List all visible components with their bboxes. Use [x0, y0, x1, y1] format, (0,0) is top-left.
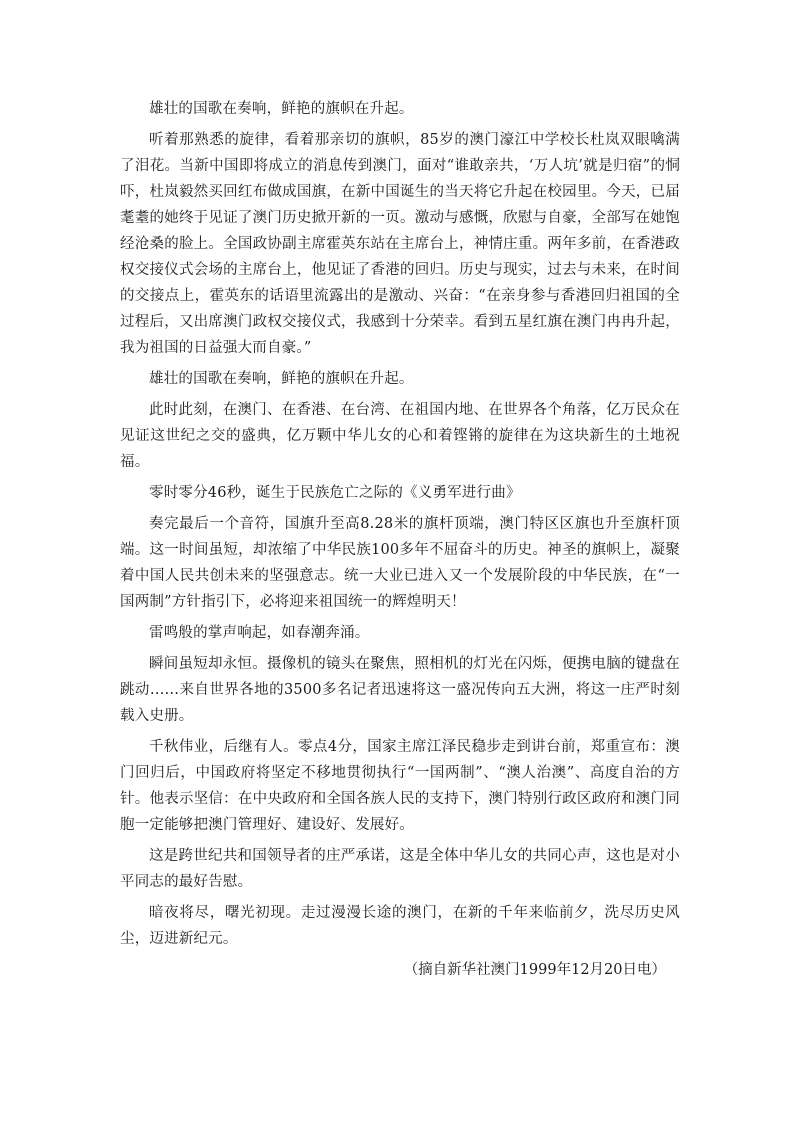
- paragraph-5: 零时零分46秒，诞生于民族危亡之际的《义勇军进行曲》: [149, 485, 521, 501]
- paragraph-1: 雄壮的国歌在奏响，鲜艳的旗帜在升起。: [149, 101, 414, 117]
- paragraph-3: 雄壮的国歌在奏响，鲜艳的旗帜在升起。: [149, 371, 414, 387]
- paragraph-11: 暗夜将尽，曙光初现。走过漫漫长途的澳门，在新的千年来临前夕，洗尽历史风尘，迈进新纪元。: [120, 905, 680, 947]
- paragraph-10: 这是跨世纪共和国领导者的庄严承诺，这是全体中华儿女的共同心声，这也是对小平同志的最好告慰。: [120, 848, 680, 890]
- paragraph-6: 奏完最后一个音符，国旗升至高8.28米的旗杆顶端，澳门特区区旗也升至旗杆顶端。这一时间虽短，却浓缩了中华民族100多年不屈奋斗的历史。神圣的旗帜上，凝聚着中国人民共创未来的坚强意志。统一大业已进入又一个发展阶段的中华民族，在“一国两制”方针指引下，必将迎来祖国统一的辉煌明天！: [120, 516, 680, 610]
- paragraph-2: 听着那熟悉的旋律，看着那亲切的旗帜，85岁的澳门濠江中学校长杜岚双眼噙满了泪花。当新中国即将成立的消息传到澳门，面对“谁敢亲共，‘万人坑’就是归宿”的恫吓，杜岚毅然买回红布做成国旗，在新中国诞生的当天将它升起在校园里。今天，已届耄耋的她终于见证了澳门历史掀开新的一页。激动与感慨，欣慰与自豪，全部写在她饱经沧桑的脸上。全国政协副主席霍英东站在主席台上，神情庄重。两年多前，在香港政权交接仪式会场的主席台上，他见证了香港的回归。历史与现实，过去与未来，在时间的交接点上，霍英东的话语里流露出的是激动、兴奋：“在亲身参与香港回归祖国的全过程后，又出席澳门政权交接仪式，我感到十分荣幸。看到五星红旗在澳门冉冉升起，我为祖国的日益强大而自豪。”: [120, 132, 680, 356]
- paragraph-7: 雷鸣般的掌声响起，如春潮奔涌。: [149, 625, 370, 641]
- paragraph-8: 瞬间虽短却永恒。摄像机的镜头在聚焦，照相机的灯光在闪烁，便携电脑的键盘在跳动……来自世界各地的3500多名记者迅速将这一盛况传向五大洲，将这一庄严时刻载入史册。: [120, 656, 680, 724]
- source-attribution: （摘自新华社澳门1999年12月20日电）: [403, 962, 666, 978]
- paragraph-9: 千秋伟业，后继有人。零点4分，国家主席江泽民稳步走到讲台前，郑重宣布：澳门回归后，中国政府将坚定不移地贯彻执行“一国两制”、“澳人治澳”、高度自治的方针。他表示坚信：在中央政府和全国各族人民的支持下，澳门特别行政区政府和澳门同胞一定能够把澳门管理好、建设好、发展好。: [120, 739, 680, 833]
- paragraph-4: 此时此刻，在澳门、在香港、在台湾、在祖国内地、在世界各个角落，亿万民众在见证这世纪之交的盛典，亿万颗中华儿女的心和着铿锵的旋律在为这块新生的土地祝福。: [120, 402, 680, 470]
- article-body: [120, 96, 680, 983]
